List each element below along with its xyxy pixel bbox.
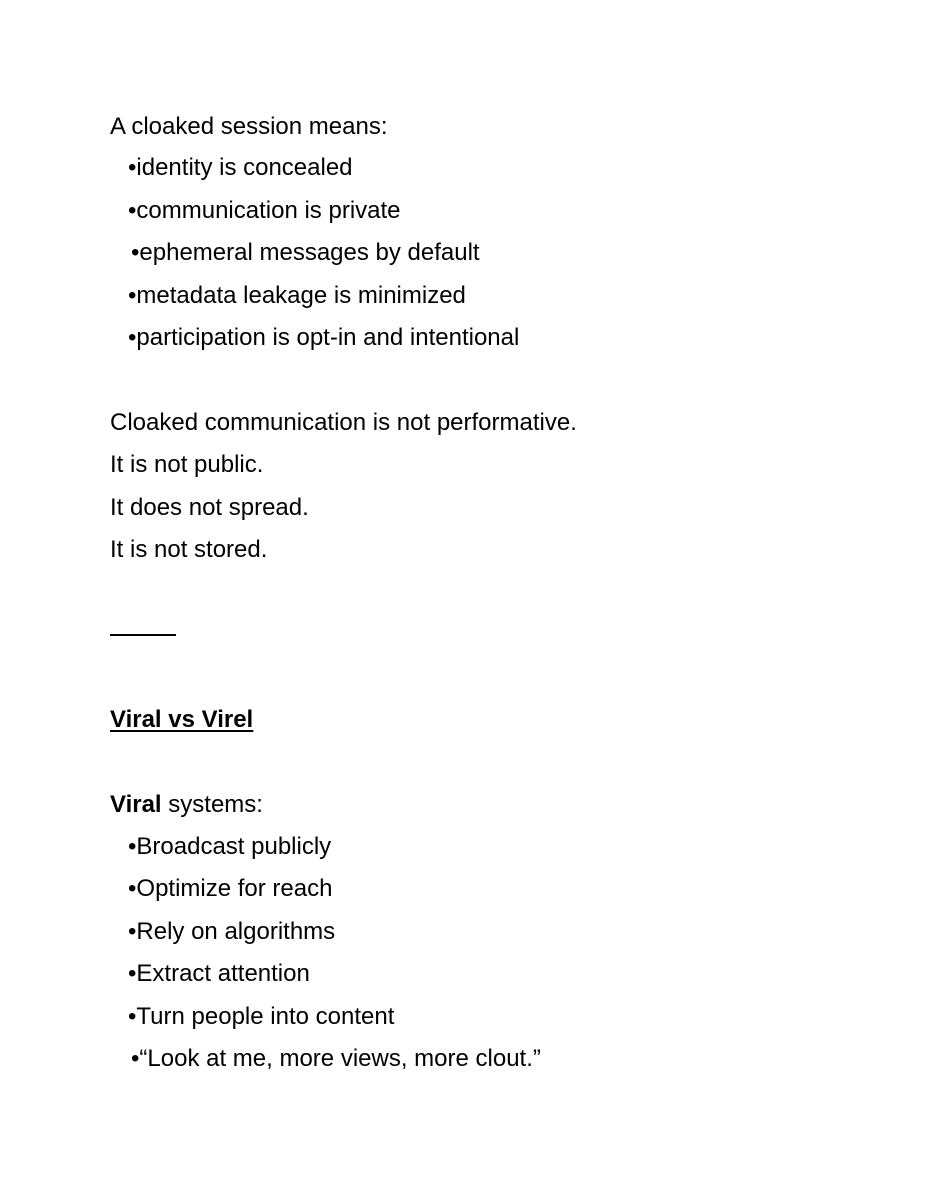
viral-label-suffix: systems: [161, 791, 263, 818]
viral-bullet-clout: •“Look at me, more views, more clout.” [131, 1045, 541, 1072]
viral-label-bold: Viral [110, 791, 162, 818]
statement-not-performative: Cloaked communication is not performative. [110, 409, 577, 436]
section-divider [110, 634, 176, 636]
cloaked-bullet-ephemeral: •ephemeral messages by default [131, 239, 480, 266]
statement-not-stored: It is not stored. [110, 536, 268, 563]
viral-bullet-content: •Turn people into content [128, 1003, 395, 1030]
viral-bullet-broadcast: •Broadcast publicly [128, 833, 332, 860]
cloaked-bullet-communication: •communication is private [128, 197, 401, 224]
viral-vs-virel-heading: Viral vs Virel [110, 706, 254, 733]
viral-bullet-attention: •Extract attention [128, 960, 310, 987]
cloaked-session-intro: A cloaked session means: [110, 113, 388, 140]
viral-bullet-algorithms: •Rely on algorithms [128, 918, 336, 945]
cloaked-bullet-identity: •identity is concealed [128, 154, 353, 181]
statement-not-spread: It does not spread. [110, 494, 309, 521]
cloaked-bullet-metadata: •metadata leakage is minimized [128, 282, 466, 309]
viral-systems-label [110, 791, 263, 819]
viral-bullet-reach: •Optimize for reach [128, 875, 333, 902]
statement-not-public: It is not public. [110, 451, 264, 478]
cloaked-bullet-participation: •participation is opt-in and intentional [128, 324, 520, 351]
